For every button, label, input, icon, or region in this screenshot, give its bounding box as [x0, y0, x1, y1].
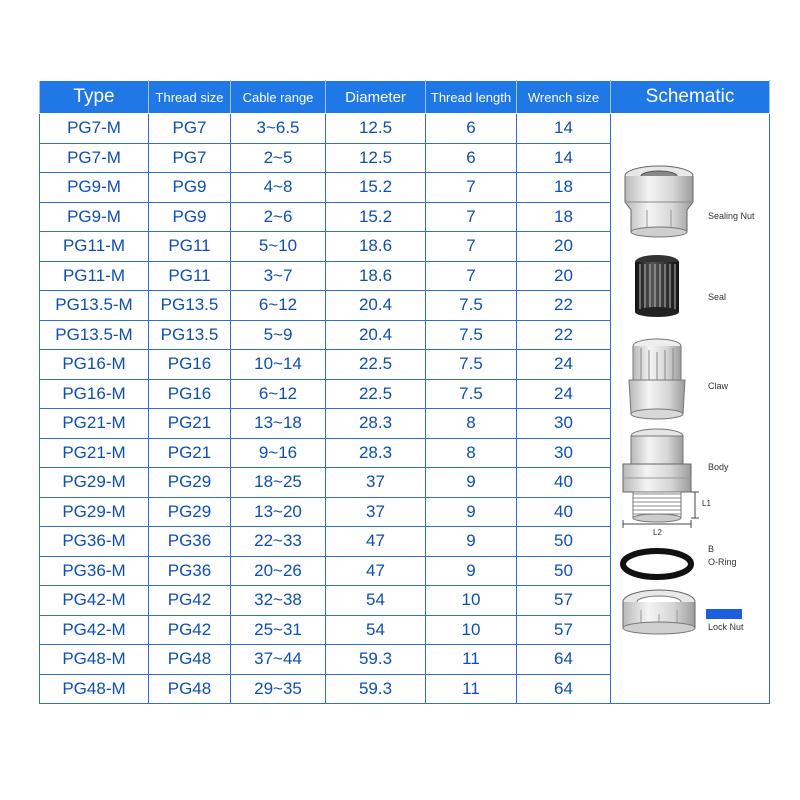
cell-type: PG42-M [40, 615, 149, 645]
cell-diameter: 59.3 [326, 674, 426, 704]
cell-wrench-size: 22 [517, 291, 611, 321]
cell-type: PG29-M [40, 497, 149, 527]
cell-diameter: 15.2 [326, 202, 426, 232]
cell-diameter: 28.3 [326, 409, 426, 439]
cell-wrench-size: 57 [517, 586, 611, 616]
cell-diameter: 47 [326, 556, 426, 586]
cell-cable-range: 29~35 [231, 674, 326, 704]
cell-thread-length: 8 [426, 438, 517, 468]
cell-type: PG48-M [40, 645, 149, 675]
cell-wrench-size: 50 [517, 556, 611, 586]
cell-thread-length: 9 [426, 497, 517, 527]
lock-nut-color-swatch [706, 609, 742, 619]
cell-type: PG7-M [40, 114, 149, 144]
cell-thread-length: 7.5 [426, 320, 517, 350]
cell-thread-size: PG36 [149, 527, 231, 557]
label-seal: Seal [708, 292, 727, 302]
cell-thread-length: 10 [426, 615, 517, 645]
cell-cable-range: 3~7 [231, 261, 326, 291]
cell-type: PG21-M [40, 438, 149, 468]
cell-cable-range: 4~8 [231, 173, 326, 203]
table-body [40, 114, 770, 704]
label-claw: Claw [708, 381, 729, 391]
cell-thread-size: PG16 [149, 379, 231, 409]
cell-type: PG7-M [40, 143, 149, 173]
cell-thread-length: 9 [426, 468, 517, 498]
cell-thread-size: PG48 [149, 645, 231, 675]
cell-thread-length: 7.5 [426, 291, 517, 321]
cell-type: PG11-M [40, 261, 149, 291]
cell-thread-size: PG36 [149, 556, 231, 586]
cell-wrench-size: 64 [517, 674, 611, 704]
header-row [40, 81, 770, 114]
cell-cable-range: 9~16 [231, 438, 326, 468]
cell-diameter: 20.4 [326, 320, 426, 350]
header-wrench-size: Wrench size [517, 81, 611, 114]
cell-wrench-size: 57 [517, 615, 611, 645]
cell-cable-range: 6~12 [231, 291, 326, 321]
cell-cable-range: 32~38 [231, 586, 326, 616]
cell-cable-range: 3~6.5 [231, 114, 326, 144]
header-thread-size: Thread size [149, 81, 231, 114]
cell-diameter: 54 [326, 615, 426, 645]
label-b: B [708, 544, 715, 554]
lock-nut-icon [623, 590, 695, 634]
cell-cable-range: 2~6 [231, 202, 326, 232]
cell-thread-size: PG48 [149, 674, 231, 704]
cell-wrench-size: 30 [517, 409, 611, 439]
cell-thread-size: PG42 [149, 615, 231, 645]
label-l1: L1 [702, 499, 711, 508]
cell-thread-size: PG9 [149, 173, 231, 203]
cell-diameter: 28.3 [326, 438, 426, 468]
cell-wrench-size: 24 [517, 379, 611, 409]
claw-icon [629, 339, 685, 419]
cell-diameter: 22.5 [326, 350, 426, 380]
label-body: Body [708, 462, 729, 472]
table-row [40, 114, 770, 144]
schematic-illustration [611, 114, 769, 698]
cell-wrench-size: 18 [517, 173, 611, 203]
cell-thread-size: PG29 [149, 468, 231, 498]
cell-cable-range: 5~9 [231, 320, 326, 350]
header-cable-range: Cable range [231, 81, 326, 114]
cell-cable-range: 18~25 [231, 468, 326, 498]
schematic-drawing [611, 114, 769, 698]
cell-thread-length: 7 [426, 232, 517, 262]
cell-wrench-size: 14 [517, 143, 611, 173]
cell-wrench-size: 40 [517, 497, 611, 527]
cell-type: PG36-M [40, 556, 149, 586]
cell-thread-size: PG7 [149, 114, 231, 144]
cell-cable-range: 22~33 [231, 527, 326, 557]
label-lock-nut: Lock Nut [708, 622, 744, 632]
cell-cable-range: 5~10 [231, 232, 326, 262]
cell-thread-length: 11 [426, 674, 517, 704]
cell-diameter: 20.4 [326, 291, 426, 321]
cell-thread-length: 7 [426, 202, 517, 232]
cell-wrench-size: 30 [517, 438, 611, 468]
spec-table [39, 80, 770, 704]
cell-thread-size: PG21 [149, 409, 231, 439]
cell-diameter: 54 [326, 586, 426, 616]
cell-cable-range: 10~14 [231, 350, 326, 380]
cell-wrench-size: 50 [517, 527, 611, 557]
cell-thread-size: PG42 [149, 586, 231, 616]
cell-thread-length: 7.5 [426, 350, 517, 380]
cell-type: PG21-M [40, 409, 149, 439]
cell-diameter: 37 [326, 497, 426, 527]
cell-diameter: 18.6 [326, 261, 426, 291]
cell-thread-size: PG29 [149, 497, 231, 527]
cell-type: PG48-M [40, 674, 149, 704]
cell-thread-length: 10 [426, 586, 517, 616]
cell-cable-range: 37~44 [231, 645, 326, 675]
header-diameter: Diameter [326, 81, 426, 114]
cell-diameter: 12.5 [326, 143, 426, 173]
cell-type: PG11-M [40, 232, 149, 262]
cell-wrench-size: 14 [517, 114, 611, 144]
cell-type: PG9-M [40, 202, 149, 232]
cell-thread-size: PG9 [149, 202, 231, 232]
cell-thread-size: PG13.5 [149, 291, 231, 321]
cell-thread-length: 7.5 [426, 379, 517, 409]
cell-type: PG29-M [40, 468, 149, 498]
cell-wrench-size: 40 [517, 468, 611, 498]
cell-wrench-size: 22 [517, 320, 611, 350]
cell-thread-length: 11 [426, 645, 517, 675]
header-thread-length: Thread length [426, 81, 517, 114]
cell-type: PG36-M [40, 527, 149, 557]
cell-wrench-size: 20 [517, 261, 611, 291]
header-type: Type [40, 81, 149, 114]
cell-cable-range: 6~12 [231, 379, 326, 409]
sealing-nut-icon [625, 166, 693, 237]
cell-thread-size: PG21 [149, 438, 231, 468]
schematic-cell [611, 114, 770, 704]
o-ring-icon [623, 551, 691, 577]
cell-wrench-size: 18 [517, 202, 611, 232]
cell-type: PG42-M [40, 586, 149, 616]
cell-cable-range: 20~26 [231, 556, 326, 586]
cell-thread-length: 8 [426, 409, 517, 439]
cell-thread-length: 6 [426, 114, 517, 144]
cell-diameter: 47 [326, 527, 426, 557]
cell-cable-range: 13~18 [231, 409, 326, 439]
label-l2: L2 [653, 528, 662, 537]
cell-thread-size: PG7 [149, 143, 231, 173]
label-o-ring: O-Ring [708, 557, 737, 567]
cell-wrench-size: 24 [517, 350, 611, 380]
cell-diameter: 37 [326, 468, 426, 498]
cell-thread-length: 9 [426, 527, 517, 557]
cell-thread-length: 9 [426, 556, 517, 586]
cell-thread-length: 7 [426, 261, 517, 291]
cell-thread-size: PG13.5 [149, 320, 231, 350]
cell-diameter: 15.2 [326, 173, 426, 203]
cell-wrench-size: 20 [517, 232, 611, 262]
cell-cable-range: 25~31 [231, 615, 326, 645]
cell-thread-length: 6 [426, 143, 517, 173]
cell-cable-range: 2~5 [231, 143, 326, 173]
header-schematic: Schematic [611, 81, 770, 114]
cell-diameter: 59.3 [326, 645, 426, 675]
seal-icon [635, 255, 679, 317]
cell-thread-size: PG16 [149, 350, 231, 380]
cell-diameter: 12.5 [326, 114, 426, 144]
cell-type: PG9-M [40, 173, 149, 203]
cell-type: PG13.5-M [40, 320, 149, 350]
cell-thread-size: PG11 [149, 261, 231, 291]
cell-type: PG16-M [40, 379, 149, 409]
cell-diameter: 22.5 [326, 379, 426, 409]
cell-cable-range: 13~20 [231, 497, 326, 527]
label-sealing-nut: Sealing Nut [708, 211, 755, 221]
cell-type: PG13.5-M [40, 291, 149, 321]
cell-thread-size: PG11 [149, 232, 231, 262]
cell-wrench-size: 64 [517, 645, 611, 675]
cell-thread-length: 7 [426, 173, 517, 203]
cell-diameter: 18.6 [326, 232, 426, 262]
cell-type: PG16-M [40, 350, 149, 380]
body-icon [623, 429, 699, 528]
